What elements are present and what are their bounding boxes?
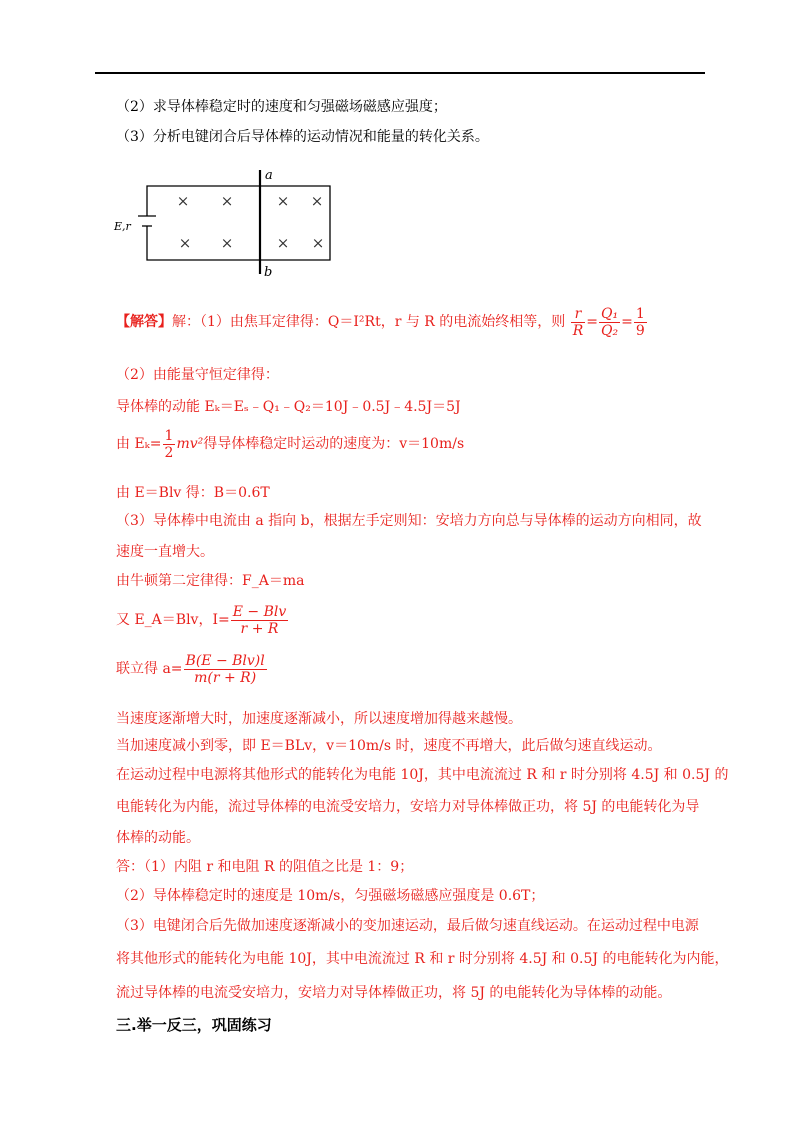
- final-answer-2: （2）导体棒稳定时的速度是 10m/s，匀强磁场磁感应强度是 0.6T；: [116, 888, 545, 904]
- final-answer-3c: 流过导体棒的电流受安培力，安培力对导体棒做正功，将 5J 的电能转化为导体棒的动能。: [116, 985, 672, 1001]
- answer-3-line-1: （3）导体棒中电流由 a 指向 b，根据左手定则知：安培力方向总与导体棒的运动方向相同，故: [116, 513, 702, 529]
- rod-label-a: a: [265, 168, 273, 183]
- field-cross: ×: [176, 192, 190, 210]
- answer-tag: 【解答】: [116, 314, 172, 330]
- answer-3-line-7: 体棒的动能。: [116, 830, 200, 846]
- section-title: 三.举一反三，巩固练习: [116, 1016, 272, 1034]
- answer-3-line-5: 在运动过程中电源将其他形式的能转化为电能 10J，其中电流流过 R 和 r 时分别将 4.5J 和 0.5J 的: [116, 767, 729, 783]
- field-cross: ×: [220, 234, 234, 252]
- circuit-diagram: [110, 164, 340, 280]
- answer-part-1: 【解答】解：（1）由焦耳定律得：Q＝I²Rt，r 与 R 的电流始终相等，则 $\frac{r}{R}$ = $\frac{\text{Q₁}}{\text{Q₂}}$ = $\frac{1}{9}$: [116, 305, 645, 339]
- field-cross: ×: [276, 234, 290, 252]
- field-cross: ×: [276, 192, 290, 210]
- header-rule: [95, 72, 705, 74]
- ratio-r-over-R: $\frac{r}{R}$: [572, 305, 584, 339]
- final-answer-3b: 将其他形式的能转化为电能 10J，其中电流流过 R 和 r 时分别将 4.5J 和 0.5J 的电能转化为内能，: [116, 951, 729, 967]
- answer-3-combined: 联立得 a= $\frac{\text{B(E − Blv)l}}{m(r + R)}$: [116, 652, 265, 686]
- answer-2-head: （2）由能量守恒定律得：: [116, 367, 279, 383]
- final-answer-3a: （3）电键闭合后先做加速度逐渐减小的变加速运动，最后做匀速直线运动。在运动过程中电源: [116, 918, 699, 934]
- ratio-q1-over-q2: $\frac{\text{Q₁}}{\text{Q₂}}$: [601, 305, 619, 339]
- source-label: E,r: [114, 220, 131, 233]
- answer-1-text: 解：（1）由焦耳定律得：Q＝I²Rt，r 与 R 的电流始终相等，则: [172, 314, 566, 330]
- half-fraction: $\frac{1}{2}$: [164, 427, 174, 461]
- question-2: （2）求导体棒稳定时的速度和匀强磁场磁感应强度；: [116, 99, 447, 115]
- ratio-one-ninth: $\frac{1}{9}$: [635, 305, 645, 339]
- field-cross: ×: [311, 234, 325, 252]
- field-cross: ×: [178, 234, 192, 252]
- answer-3-current: 又 E_A＝Blv，I= $\frac{\text{E − Blv}}{r + R}$: [116, 603, 287, 637]
- field-cross: ×: [310, 192, 324, 210]
- answer-2-velocity: 由 Eₖ= $\frac{1}{2}$ mv²得导体棒稳定时运动的速度为：v＝10m/s: [116, 427, 465, 461]
- magnetic-field-symbols: [177, 192, 325, 252]
- acceleration-fraction: $\frac{\text{B(E − Blv)l}}{m(r + R)}$: [185, 652, 265, 686]
- answer-3-line-6: 电能转化为内能，流过导体棒的电流受安培力，安培力对导体棒做正功，将 5J 的电能转化为导: [116, 799, 700, 815]
- answer-3-line-3: 当速度逐渐增大时，加速度逐渐减小，所以速度增加得越来越慢。: [116, 711, 522, 727]
- current-fraction: $\frac{\text{E − Blv}}{r + R}$: [232, 603, 287, 637]
- answer-3-line-2: 速度一直增大。: [116, 544, 214, 560]
- final-answer-1: 答：（1）内阻 r 和电阻 R 的阻值之比是 1：9；: [116, 859, 414, 875]
- question-3: （3）分析电键闭合后导体棒的运动情况和能量的转化关系。: [116, 129, 489, 145]
- answer-3-line-4: 当加速度减小到零，即 E＝BLv，v＝10m/s 时，速度不再增大，此后做匀速直线运动。: [116, 738, 662, 754]
- field-cross: ×: [220, 192, 234, 210]
- answer-2-ek: 导体棒的动能 Eₖ＝Eₛ﹣Q₁﹣Q₂＝10J﹣0.5J﹣4.5J＝5J: [116, 399, 461, 415]
- answer-3-newton: 由牛顿第二定律得：F_A＝ma: [116, 573, 305, 589]
- answer-2-b: 由 E＝Blv 得：B＝0.6T: [116, 485, 270, 501]
- rod-label-b: b: [264, 265, 273, 280]
- circuit-rails: [147, 186, 330, 260]
